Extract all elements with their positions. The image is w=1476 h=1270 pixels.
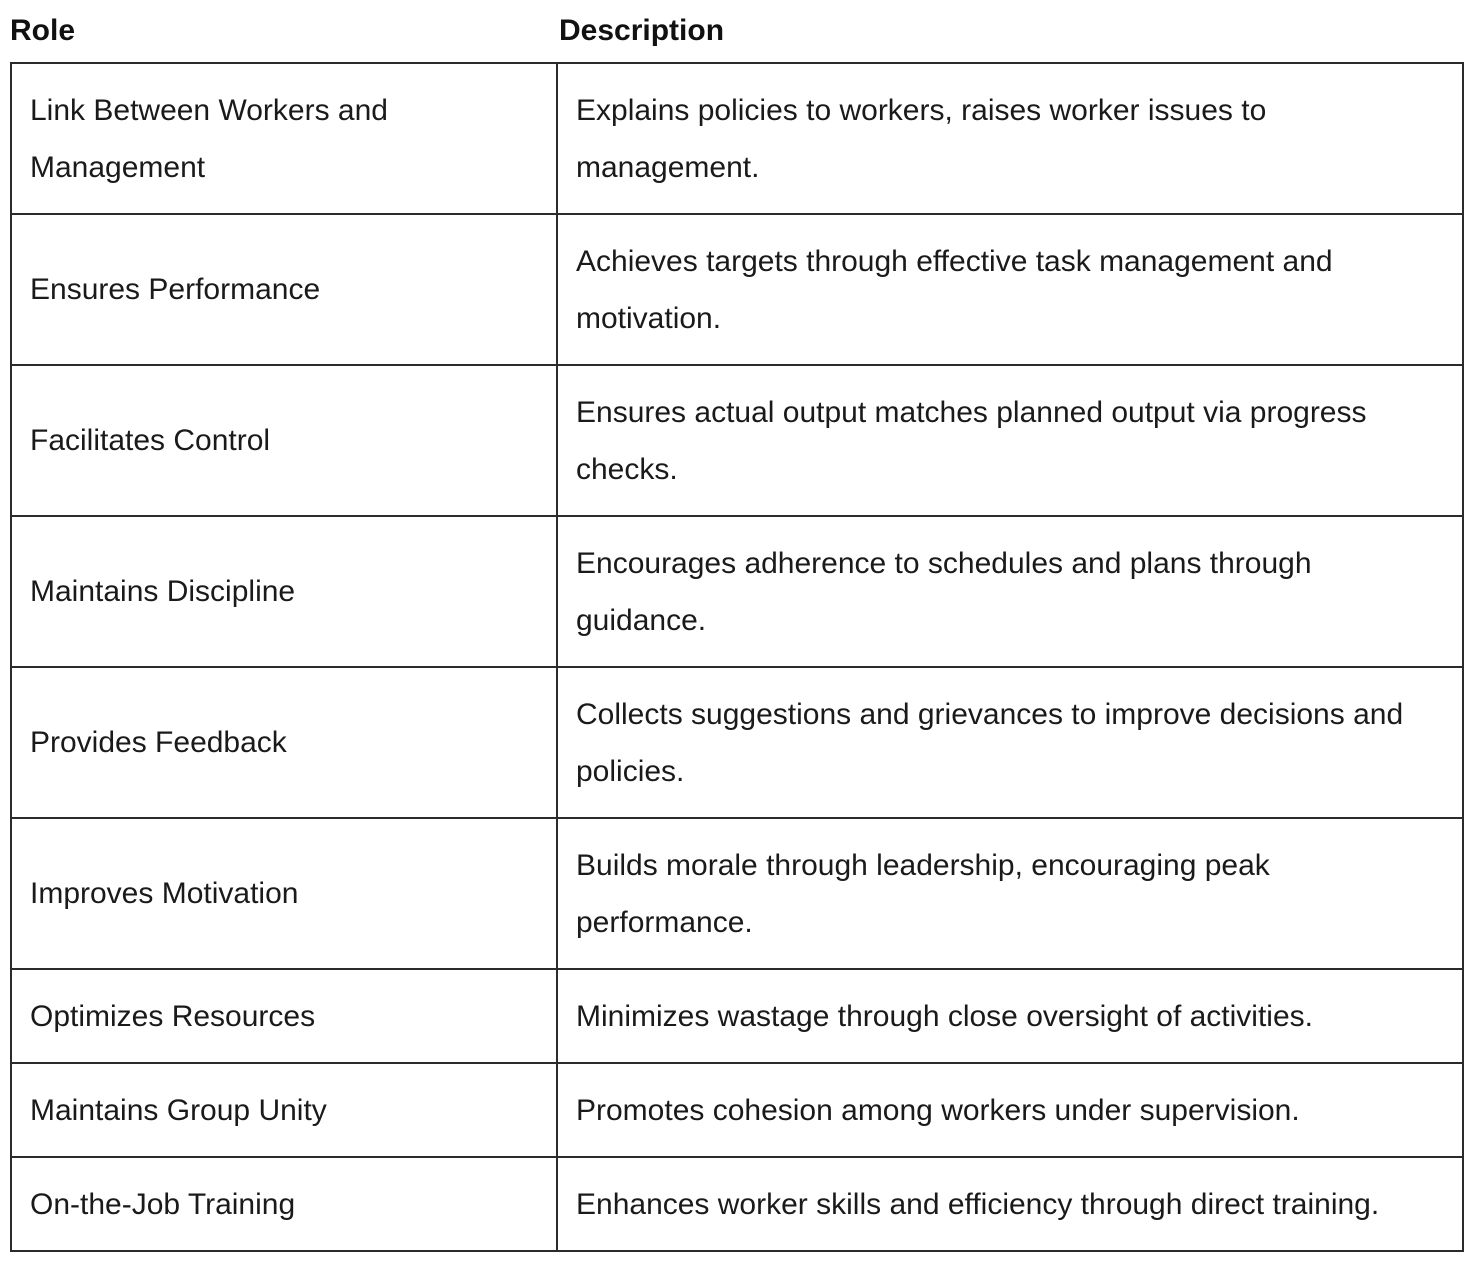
description-cell: Ensures actual output matches planned output via progress checks. — [557, 365, 1463, 516]
table-row — [11, 969, 1463, 1063]
role-cell: On-the-Job Training — [11, 1157, 557, 1251]
table-row — [11, 1157, 1463, 1251]
table-row — [11, 63, 1463, 214]
description-cell: Enhances worker skills and efficiency through direct training. — [557, 1157, 1463, 1251]
role-cell: Provides Feedback — [11, 667, 557, 818]
description-cell: Encourages adherence to schedules and plans through guidance. — [557, 516, 1463, 667]
column-header-role: Role — [10, 14, 76, 47]
role-cell: Optimizes Resources — [11, 969, 557, 1063]
role-cell: Maintains Group Unity — [11, 1063, 557, 1157]
role-cell: Ensures Performance — [11, 214, 557, 365]
description-cell: Collects suggestions and grievances to improve decisions and policies. — [557, 667, 1463, 818]
table-row — [11, 365, 1463, 516]
description-cell: Builds morale through leadership, encouraging peak performance. — [557, 818, 1463, 969]
table-row — [11, 214, 1463, 365]
column-header-description: Description — [559, 14, 725, 47]
roles-table — [10, 62, 1464, 1252]
table-row — [11, 818, 1463, 969]
description-cell: Promotes cohesion among workers under supervision. — [557, 1063, 1463, 1157]
role-cell: Maintains Discipline — [11, 516, 557, 667]
role-cell: Improves Motivation — [11, 818, 557, 969]
table-row — [11, 516, 1463, 667]
table-row — [11, 1063, 1463, 1157]
role-cell: Facilitates Control — [11, 365, 557, 516]
description-cell: Minimizes wastage through close oversight of activities. — [557, 969, 1463, 1063]
table-header-row — [10, 0, 1462, 62]
description-cell: Achieves targets through effective task management and motivation. — [557, 214, 1463, 365]
role-cell: Link Between Workers and Management — [11, 63, 557, 214]
table-row — [11, 667, 1463, 818]
description-cell: Explains policies to workers, raises worker issues to management. — [557, 63, 1463, 214]
